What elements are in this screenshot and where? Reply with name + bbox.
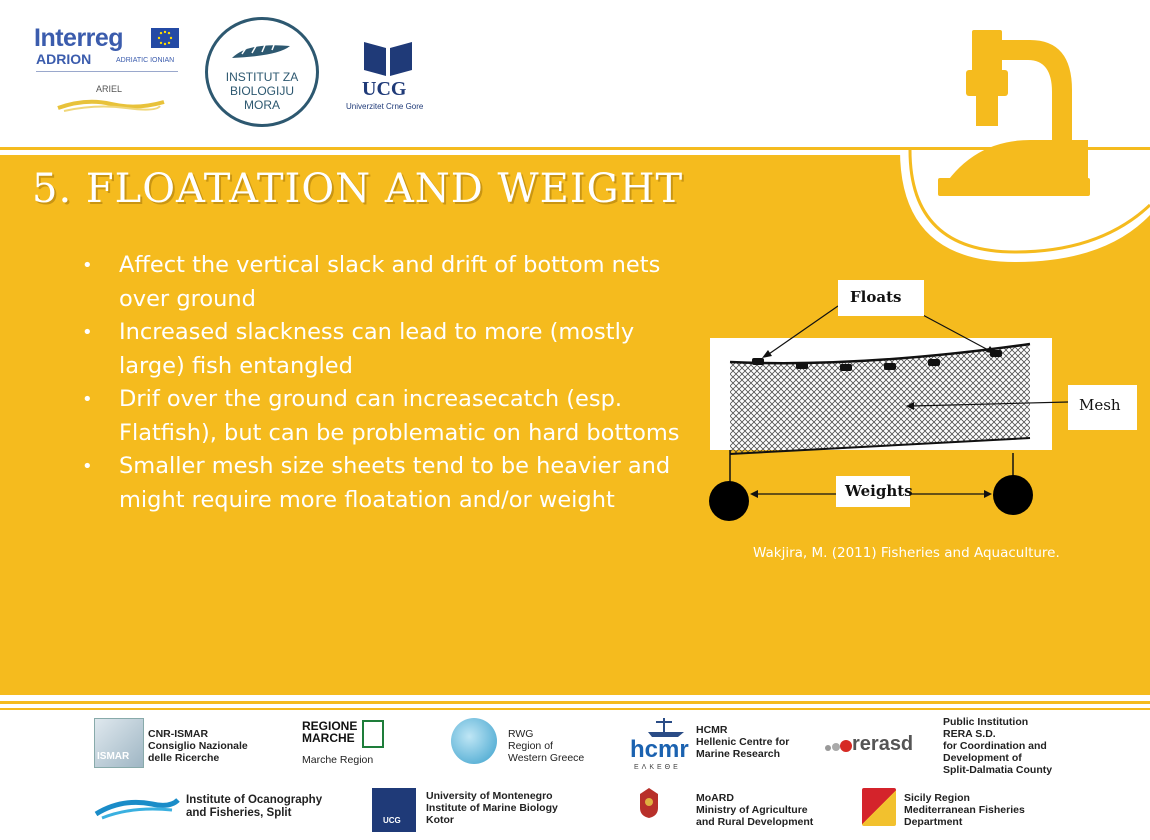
weight-right [993,475,1033,515]
bottom-divider-line-2 [0,708,1150,710]
ibm-logo [205,17,319,127]
ucg-imb-abbr: UCG [383,816,401,825]
shell-icon [228,40,294,70]
partner-iof [84,788,344,836]
ismar-name: CNR-ISMAR Consiglio Nazionale delle Ricerche [148,728,248,764]
adrion-program: ADRION [36,51,92,67]
montenegro-crest-icon [636,786,662,824]
hcmr-greek: ΕΛΚΕΘΕ [634,764,681,771]
hcmr-name: HCMR Hellenic Centre for Marine Research [696,724,790,760]
mesh-label-box [1068,385,1137,430]
bullet-item: • Increased slackness can lead to more (mostly large) fish entangled [82,316,702,383]
sicily-flag-icon [862,788,896,826]
ucg-imb-logo-icon [372,788,416,832]
iof-logo-icon [92,794,182,826]
net-figure [700,278,1145,526]
interreg-logo [34,24,184,124]
partner-ucg-imb [372,788,592,836]
partner-rwg [451,718,601,770]
ucg-imb-name: University of Montenegro Institute of Marine Biology Kotor [426,790,558,826]
partners-footer [0,712,1150,840]
mesh-label: Mesh [1079,396,1121,414]
ucg-abbr: UCG [362,78,407,100]
bullet-item: • Drif over the ground can increasecatch (esp. Flatfish), but can be problematic on hard bottoms [82,383,702,450]
weights-label-box [836,476,913,507]
ucg-full-name: Univerzitet Crne Gore [346,102,424,111]
rwg-name: RWG Region of Western Greece [508,728,585,764]
interreg-brand: Interreg [34,24,124,52]
sicily-name: Sicily Region Mediterranean Fisheries Department [904,792,1025,828]
bullet-item: • Smaller mesh size sheets tend to be heavier and might require more floatation and/or weight [82,450,702,517]
rera-name: Public Institution RERA S.D. for Coordination and Development of Split-Dalmatia County [943,716,1053,776]
iof-name: Institute of Ocanography and Fisheries, Split [186,794,323,819]
hcmr-abbr: hcmr [630,736,689,763]
ucg-logo [340,38,440,118]
ibm-line1: INSTITUT ZA [225,70,299,84]
marche-abbr: REGIONE MARCHE [302,719,358,745]
ismar-abbr: ISMAR [97,751,130,762]
ibm-line2: BIOLOGIJU [229,84,294,98]
weights-label: Weights [845,482,913,500]
rwg-logo-icon [451,718,497,764]
adriatic-ionian-region: ADRIATIC IONIAN [116,57,175,64]
floats-label-box [838,280,924,316]
microscope-corner [880,0,1150,270]
floats-label: Floats [850,288,902,306]
moard-name: MoARD Ministry of Agriculture and Rural Development [696,792,814,828]
bullet-item: • Affect the vertical slack and drift of bottom nets over ground [82,249,702,316]
partner-moard [636,786,826,838]
ariel-project: ARIEL [96,84,123,94]
rera-dots-icon [824,738,852,757]
partner-rera [824,714,1064,784]
book-icon [362,38,414,82]
slide-title: 5. FLOATATION AND WEIGHT [32,166,684,212]
marche-name: Marche Region [302,754,374,766]
bottom-divider-line [0,701,1150,704]
bullet-list [82,249,702,517]
marche-emblem-icon [362,720,384,748]
partner-marche [302,720,402,772]
ariel-wave-icon [56,96,166,118]
eu-flag-icon [151,28,179,48]
weight-left [709,481,749,521]
partner-ismar [94,718,254,770]
figure-citation: Wakjira, M. (2011) Fisheries and Aquaculture. [753,545,1060,561]
interreg-divider [36,71,178,72]
partner-sicily [862,786,1052,838]
partner-hcmr [630,716,810,776]
rera-abbr: rerasd [852,733,914,755]
ibm-line3: MORA [244,98,280,112]
ismar-logo-icon [94,718,144,768]
